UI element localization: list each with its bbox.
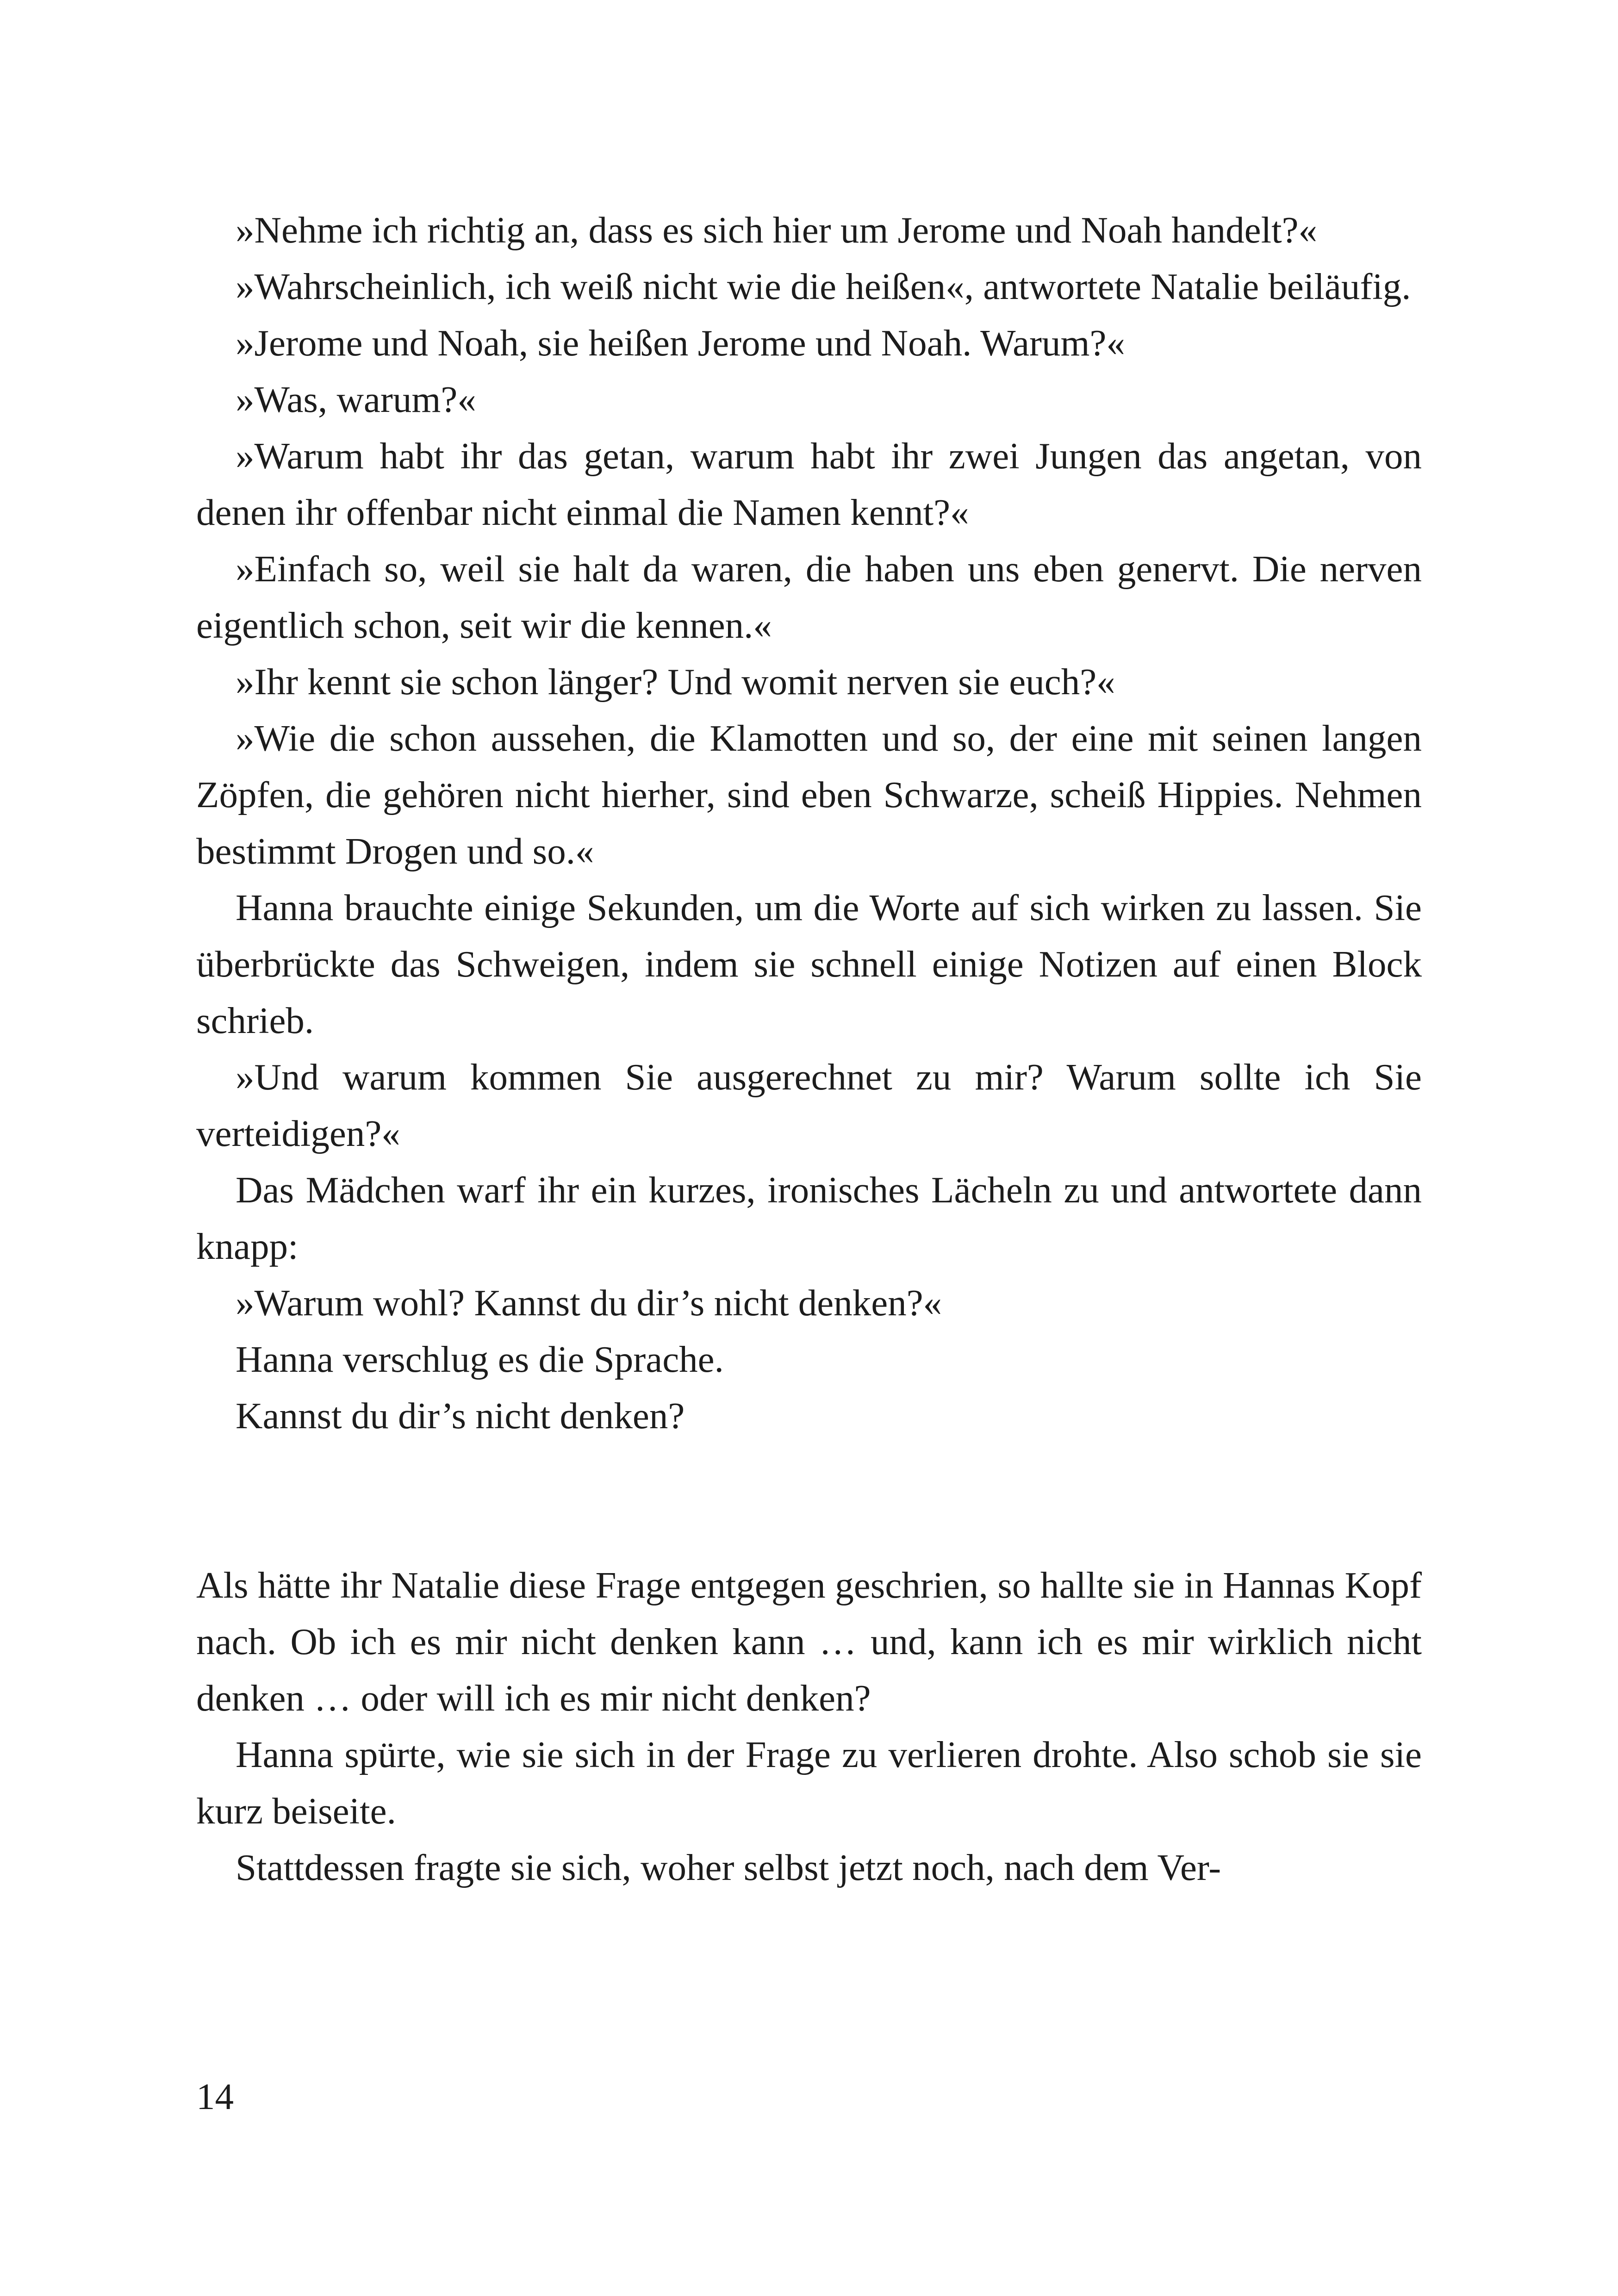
paragraph: Das Mädchen warf ihr ein kurzes, ironisches Lächeln zu und antwortete dann knapp: xyxy=(196,1169,1422,1267)
paragraph: »Jerome und Noah, sie heißen Jerome und Noah. Warum?« xyxy=(236,322,1125,364)
paragraph: »Warum wohl? Kannst du dir’s nicht denken?« xyxy=(236,1282,942,1324)
paragraph: »Und warum kommen Sie ausgerechnet zu mir? Warum sollte ich Sie verteidigen?« xyxy=(196,1056,1422,1154)
paragraph: »Wie die schon aussehen, die Klamotten und so, der eine mit seinen langen Zöpfen, die gehören nicht hierher, sind eben Schwarze, scheiß Hippies. Nehmen bestimmt Drogen und so.« xyxy=(196,717,1422,872)
paragraph: Stattdessen fragte sie sich, woher selbst jetzt noch, nach dem Ver- xyxy=(236,1847,1221,1888)
paragraph: Hanna brauchte einige Sekunden, um die Worte auf sich wirken zu lassen. Sie überbrückte das Schweigen, indem sie schnell einige Notizen auf einen Block schrieb. xyxy=(196,887,1422,1041)
page-number: 14 xyxy=(196,2076,234,2117)
paragraph: Hanna verschlug es die Sprache. xyxy=(236,1338,724,1380)
paragraph: Hanna spürte, wie sie sich in der Frage zu verlieren drohte. Also schob sie sie kurz beiseite. xyxy=(196,1734,1422,1832)
body-text xyxy=(196,202,1422,1896)
paragraph: »Warum habt ihr das getan, warum habt ihr zwei Jungen das angetan, von denen ihr offenbar nicht einmal die Namen kennt?« xyxy=(196,435,1422,533)
paragraph: »Ihr kennt sie schon länger? Und womit nerven sie euch?« xyxy=(236,661,1115,703)
paragraph: »Nehme ich richtig an, dass es sich hier um Jerome und Noah handelt?« xyxy=(236,209,1318,251)
paragraph: »Was, warum?« xyxy=(236,379,476,420)
paragraph: Kannst du dir’s nicht denken? xyxy=(236,1395,685,1437)
section-start-paragraph: Als hätte ihr Natalie diese Frage entgegen geschrien, so hallte sie in Hannas Kopf nach. Ob ich es mir nicht denken kann … und, kann ich es mir wirklich nicht denken … oder will ich es mir nicht denken? xyxy=(196,1564,1422,1719)
paragraph: »Einfach so, weil sie halt da waren, die haben uns eben genervt. Die nerven eigentlich schon, seit wir die kennen.« xyxy=(196,548,1422,646)
paragraph: »Wahrscheinlich, ich weiß nicht wie die heißen«, antwortete Natalie beiläufig. xyxy=(236,266,1411,307)
